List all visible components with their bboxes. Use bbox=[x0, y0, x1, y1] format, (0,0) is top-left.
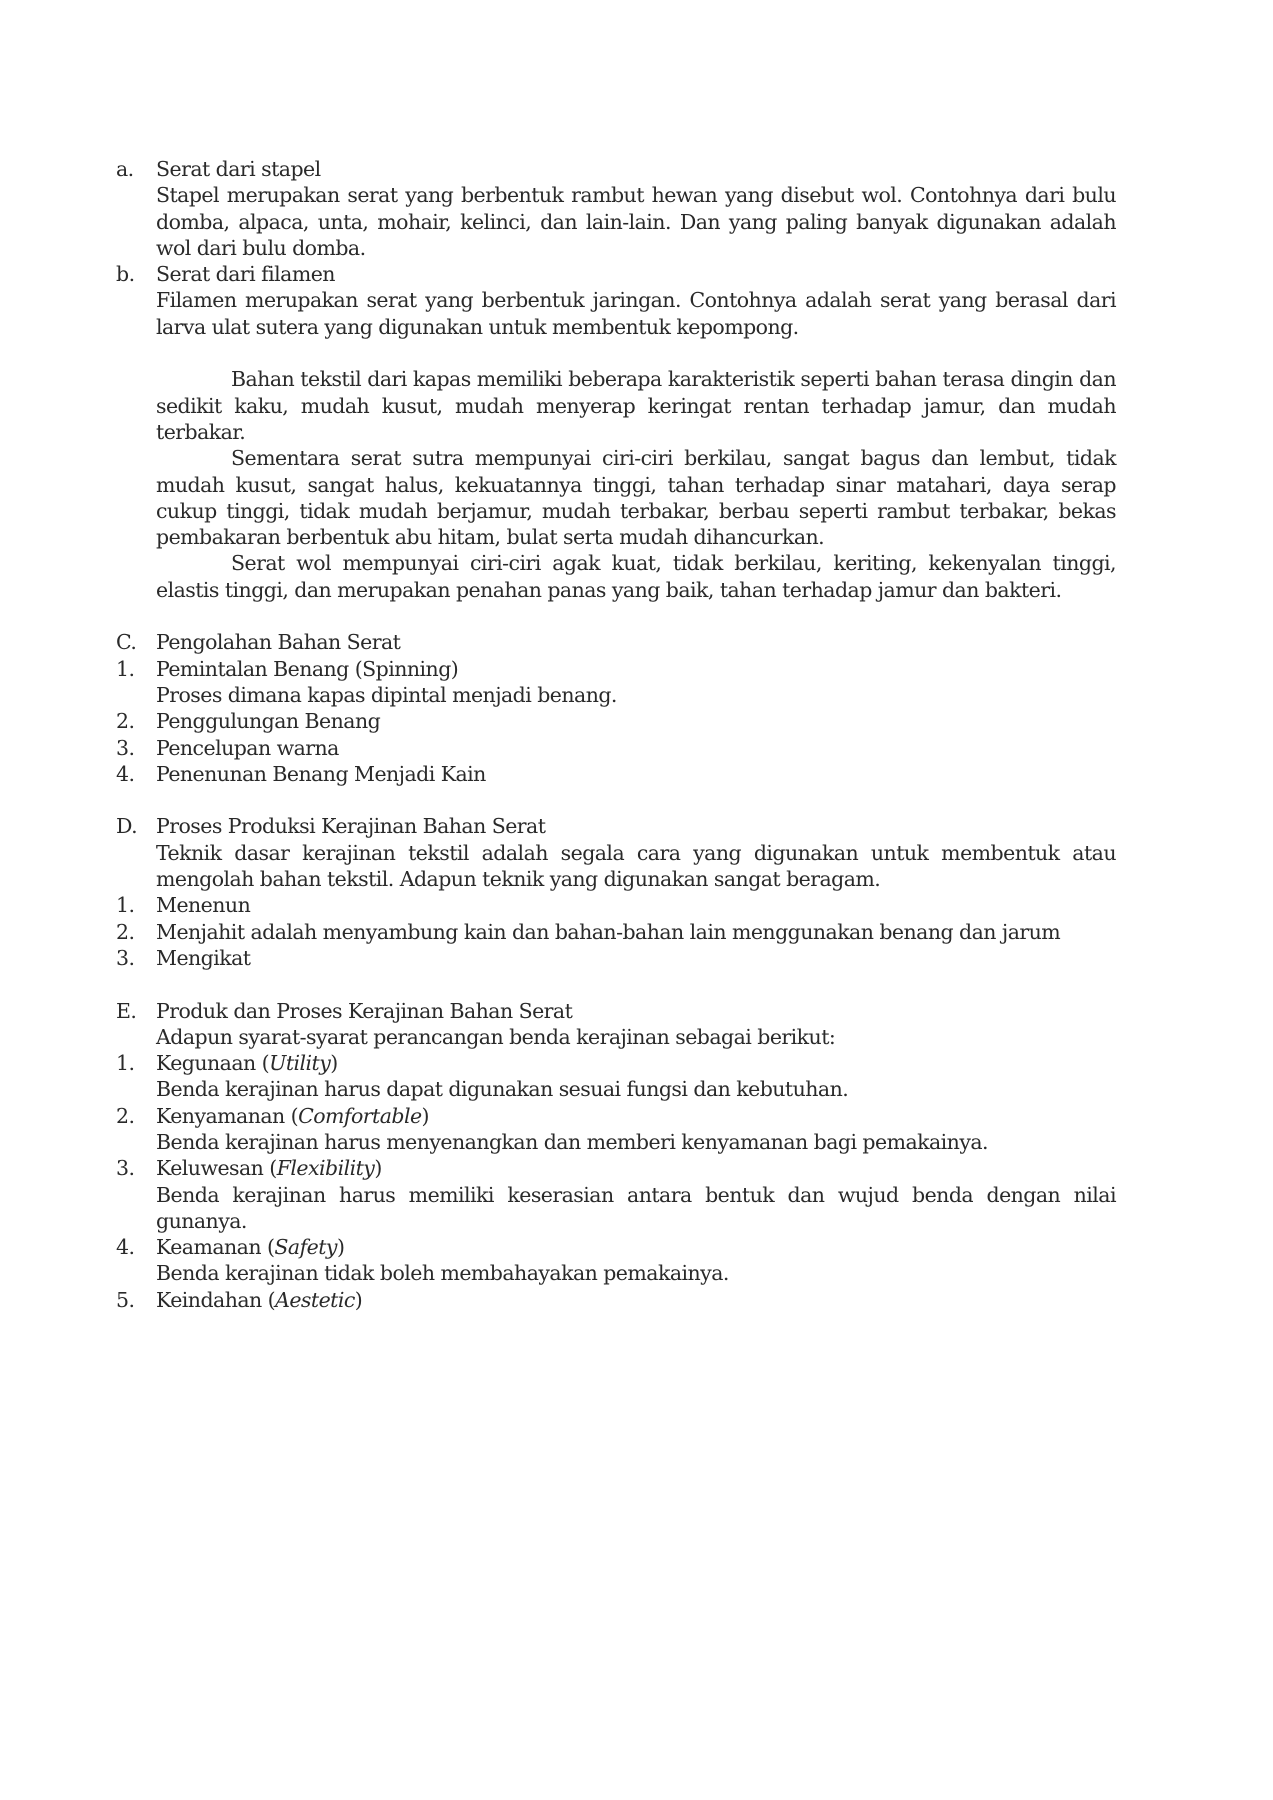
section-heading-c bbox=[116, 629, 1116, 655]
list-item-safety bbox=[116, 1234, 1116, 1260]
list-item-title: Menenun bbox=[156, 893, 251, 918]
list-item bbox=[116, 656, 1116, 682]
list-item-body: Benda kerajinan harus menyenangkan dan memberi kenyamanan bagi pemakainya. bbox=[156, 1129, 989, 1154]
list-item-title: Mengikat bbox=[156, 945, 251, 970]
list-marker: 1. bbox=[116, 1051, 135, 1076]
spacer bbox=[116, 971, 1116, 997]
list-marker: 2. bbox=[116, 1103, 135, 1128]
list-item-body: Benda kerajinan harus dapat digunakan sesuai fungsi dan kebutuhan. bbox=[156, 1077, 849, 1102]
list-item-filamen bbox=[116, 261, 1116, 287]
list-item-body: Benda kerajinan harus memiliki keserasian antara bentuk dan wujud benda dengan nilai gunanya. bbox=[156, 1182, 1116, 1233]
list-item-title: Serat dari filamen bbox=[156, 262, 335, 287]
list-item-comfortable bbox=[116, 1103, 1116, 1129]
term-english: Safety bbox=[274, 1235, 337, 1260]
list-marker: 3. bbox=[116, 1156, 135, 1181]
section-title: Pengolahan Bahan Serat bbox=[156, 630, 401, 655]
list-marker: 3. bbox=[116, 945, 135, 970]
section-intro: Adapun syarat-syarat perancangan benda kerajinan sebagai berikut: bbox=[156, 1024, 836, 1049]
term-close: ) bbox=[421, 1103, 429, 1128]
list-item-flexibility bbox=[116, 1155, 1116, 1181]
term-english: Comfortable bbox=[298, 1103, 422, 1128]
list-item-title: Penenunan Benang Menjadi Kain bbox=[156, 761, 486, 786]
section-title: Produk dan Proses Kerajinan Bahan Serat bbox=[156, 998, 573, 1023]
list-item-title bbox=[156, 1103, 1116, 1129]
term-label: Kegunaan ( bbox=[156, 1051, 270, 1076]
list-marker: 2. bbox=[116, 919, 135, 944]
document-page bbox=[116, 156, 1116, 1313]
term-close: ) bbox=[330, 1051, 338, 1076]
list-item bbox=[116, 919, 1116, 945]
section-heading-d bbox=[116, 813, 1116, 839]
list-item-title: Penggulungan Benang bbox=[156, 709, 381, 734]
list-marker: 2. bbox=[116, 709, 135, 734]
term-english: Aestetic bbox=[275, 1287, 355, 1312]
section-marker: C. bbox=[116, 630, 137, 655]
list-marker: 1. bbox=[116, 656, 135, 681]
paragraph-kapas: Bahan tekstil dari kapas memiliki beberapa karakteristik seperti bahan terasa dingin dan sedikit kaku, mudah kusut, mudah menyerap keringat rentan terhadap jamur, dan mudah terbakar. bbox=[156, 367, 1116, 444]
spacer bbox=[116, 603, 1116, 629]
list-marker: 3. bbox=[116, 735, 135, 760]
list-item-utility bbox=[116, 1050, 1116, 1076]
list-item bbox=[116, 761, 1116, 787]
term-label: Keamanan ( bbox=[156, 1235, 275, 1260]
term-close: ) bbox=[374, 1156, 382, 1181]
section-intro: Teknik dasar kerajinan tekstil adalah segala cara yang digunakan untuk membentuk atau mengolah bahan tekstil. Adapun teknik yang digunakan sangat beragam. bbox=[156, 840, 1116, 892]
list-item-body: Stapel merupakan serat yang berbentuk rambut hewan yang disebut wol. Contohnya dari bulu domba, alpaca, unta, mohair, kelinci, dan lain-lain. Dan yang paling banyak digunakan adalah wol dari bulu domba. bbox=[156, 183, 1116, 260]
list-marker: b. bbox=[116, 262, 135, 287]
list-item-aestetic bbox=[116, 1287, 1116, 1313]
list-item bbox=[116, 945, 1116, 971]
list-item-title: Pencelupan warna bbox=[156, 735, 339, 760]
list-marker: a. bbox=[116, 157, 134, 181]
section-marker: E. bbox=[116, 998, 137, 1023]
term-label: Keluwesan ( bbox=[156, 1156, 277, 1181]
list-item bbox=[116, 708, 1116, 734]
list-item bbox=[116, 735, 1116, 761]
list-item-title: Menjahit adalah menyambung kain dan bahan-bahan lain menggunakan benang dan jarum bbox=[156, 919, 1061, 944]
list-item-body: Filamen merupakan serat yang berbentuk jaringan. Contohnya adalah serat yang berasal dari larva ulat sutera yang digunakan untuk membentuk kepompong. bbox=[156, 288, 1116, 339]
list-item-body: Benda kerajinan tidak boleh membahayakan pemakainya. bbox=[156, 1261, 729, 1286]
term-close: ) bbox=[354, 1287, 363, 1312]
list-item-stapel bbox=[116, 156, 1116, 182]
list-item-title bbox=[156, 1155, 1116, 1181]
term-label: Keindahan ( bbox=[156, 1287, 276, 1312]
list-item-title: Pemintalan Benang (Spinning) bbox=[156, 656, 459, 681]
list-item bbox=[116, 892, 1116, 918]
list-marker: 1. bbox=[116, 893, 135, 918]
list-item-title bbox=[156, 1050, 1116, 1076]
term-close: ) bbox=[336, 1235, 345, 1260]
term-label: Kenyamanan ( bbox=[156, 1103, 299, 1128]
term-english: Utility bbox=[269, 1051, 331, 1076]
section-marker: D. bbox=[116, 814, 138, 839]
list-marker: 5. bbox=[116, 1287, 135, 1312]
list-item-title bbox=[156, 1234, 1116, 1260]
list-item-title bbox=[156, 1287, 1116, 1313]
paragraph-wol: Serat wol mempunyai ciri-ciri agak kuat, tidak berkilau, keriting, kekenyalan tinggi, elastis tinggi, dan merupakan penahan panas yang baik, tahan terhadap jamur dan bakteri. bbox=[156, 551, 1116, 602]
spacer bbox=[116, 340, 1116, 366]
list-item-body: Proses dimana kapas dipintal menjadi benang. bbox=[156, 682, 617, 707]
term-english: Flexibility bbox=[276, 1156, 375, 1181]
list-marker: 4. bbox=[116, 761, 135, 786]
section-heading-e bbox=[116, 998, 1116, 1024]
list-item-title: Serat dari stapel bbox=[156, 157, 321, 181]
section-title: Proses Produksi Kerajinan Bahan Serat bbox=[156, 814, 546, 839]
list-marker: 4. bbox=[116, 1235, 135, 1260]
paragraph-sutra: Sementara serat sutra mempunyai ciri-ciri berkilau, sangat bagus dan lembut, tidak mudah kusut, sangat halus, kekuatannya tinggi, tahan terhadap sinar matahari, daya serap cukup tinggi, tidak mudah berjamur, mudah terbakar, berbau seperti rambut terbakar, bekas pembakaran berbentuk abu hitam, bulat serta mudah dihancurkan. bbox=[156, 446, 1116, 550]
spacer bbox=[116, 787, 1116, 813]
